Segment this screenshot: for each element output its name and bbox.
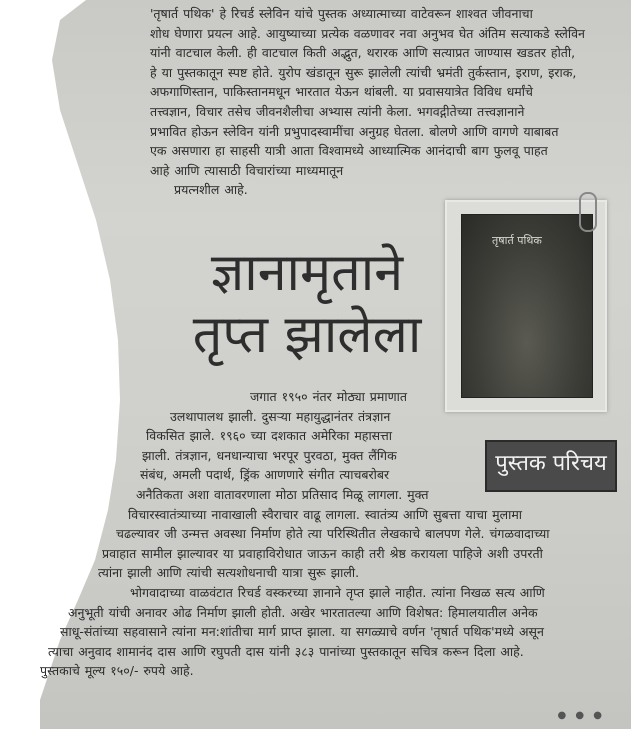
body-line: साधू-संतांच्या सहवासाने त्यांना मन:शांतीचा मार्ग प्राप्त झाला. या सगळ्याचे वर्णन 'तृषार्त पथिक'मध्ये असून	[60, 624, 544, 640]
intro-line: 'तृषार्त पथिक' हे रिचर्ड स्लेविन यांचे पुस्तक अध्यात्माच्या वाटेवरून शाश्वत जीवनाचा	[150, 6, 533, 21]
body-line: विचारस्वातंत्र्याच्या नावाखाली स्वैराचार वाढू लागला. स्वातंत्र्य आणि सुबत्ता याचा मुलामा	[128, 506, 523, 522]
intro-line: अफगाणिस्तान, पाकिस्तानमधून भारतात येऊन थांबली. या प्रवासयात्रेत विविध धर्मांचे	[150, 84, 533, 100]
page-dots: ● ● ●	[557, 710, 605, 721]
intro-text	[150, 4, 620, 200]
body-line: उलथापालथ झाली. दुसऱ्या महायुद्धानंतर तंत्रज्ञान	[170, 408, 391, 424]
intro-line: एक असणारा हा साहसी यात्री आता विश्वामध्ये आध्यात्मिक आनंदाची बाग फुलवू पाहत	[150, 143, 548, 159]
body-line: विकसित झाले. १९६० च्या दशकात अमेरिका महासत्ता	[146, 428, 393, 444]
paperclip-icon	[579, 192, 597, 232]
headline-line: ज्ञानामृताने	[210, 243, 404, 303]
body-line: जगात १९५० नंतर मोठ्या प्रमाणात	[250, 389, 408, 404]
body-line: पुस्तकाचे मूल्य १५०/- रुपये आहे.	[40, 663, 194, 679]
body-line: त्याचा अनुवाद शामानंद दास आणि रघुपती दास यांनी ३८३ पानांच्या पुस्तकातून सचित्र करून दिला आहे.	[48, 643, 524, 659]
headline-line: तृप्त झालेला	[192, 305, 422, 365]
book-cover	[461, 214, 593, 398]
section-badge: पुस्तक परिचय	[485, 440, 617, 492]
book-cover-image	[445, 200, 607, 412]
intro-line: आहे आणि त्यासाठी विचारांच्या माध्यमातून	[150, 162, 344, 178]
book-title: तृषार्त पथिक	[492, 234, 542, 247]
intro-line: हे या पुस्तकातून स्पष्ट होते. युरोप खंडातून सुरू झालेली त्यांची भ्रमंती तुर्कस्तान, इराण, इराक,	[150, 64, 577, 80]
intro-line: यांनी वाटचाल केली. ही वाटचाल किती अद्भुत, थरारक आणि सत्याप्रत जाण्यास खडतर होती,	[150, 45, 576, 61]
intro-line: शोध घेणारा प्रयत्न आहे. आयुष्याच्या प्रत्येक वळणावर नवा अनुभव घेत अंतिम सत्याकडे स्लेविन	[150, 25, 585, 41]
body-line: त्यांना झाली आणि त्यांची सत्यशोधनाची यात्रा सुरू झाली.	[98, 565, 360, 581]
body-line: अनुभूती यांची अनावर ओढ निर्माण झाली होती. अखेर भारतातल्या आणि विशेषत: हिमालयातील अनेक	[68, 604, 538, 620]
body-line: चढल्यावर जी उन्मत्त अवस्था निर्माण होते त्या परिस्थितीत लेखकाचे बालपण गेले. चंगळवादाच्या	[116, 526, 550, 542]
body-line: प्रवाहात सामील झाल्यावर या प्रवाहाविरोधात जाऊन काही तरी श्रेष्ठ करायला पाहिजे अशी उपरती	[102, 545, 543, 561]
body-line: झाली. तंत्रज्ञान, धनधान्याचा भरपूर पुरवठा, मुक्त लैंगिक	[142, 447, 397, 463]
intro-line: तत्त्वज्ञान, विचार तसेच जीवनशैलीचा अभ्यास त्यांनी केला. भगवद्गीतेच्या तत्त्वज्ञानाने	[150, 103, 525, 119]
intro-line: प्रभावित होऊन स्लेविन यांनी प्रभुपादस्वामींचा अनुग्रह घेतला. बोलणे आणि वागणे याबाबत	[150, 123, 559, 139]
body-text	[40, 387, 620, 681]
body-line: अनैतिकता अशा वातावरणाला मोठा प्रतिसाद मिळू लागला. मुक्त	[136, 486, 429, 502]
intro-line: प्रयत्नशील आहे.	[174, 182, 248, 198]
body-line: भोगवादाच्या वाळवंटात रिचर्ड वस्करच्या ज्ञानाने तृप्त झाले नाहीत. त्यांना निखळ सत्य आणि	[130, 584, 545, 600]
body-line: संबंध, अमली पदार्थ, ड्रिंक आणणारे संगीत त्याचबरोबर	[140, 467, 390, 483]
headline	[182, 242, 432, 366]
